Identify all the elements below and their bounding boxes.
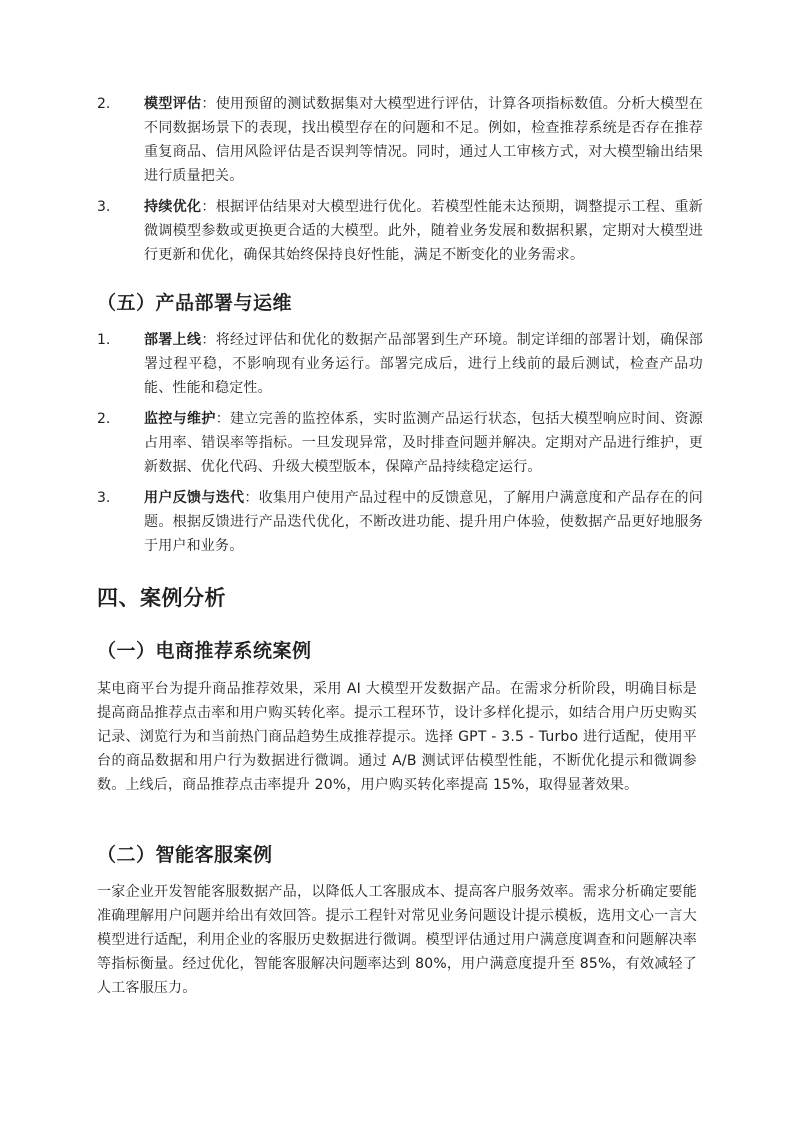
list-item-body: 建立完善的监控体系，实时监测产品运行状态，包括大模型响应时间、资源占用率、错误率等指标。一旦发现异常，及时排查问题并解决。定期对产品进行维护，更新数据、优化代码、升级大模型版本，保障产品持续稳定运行。: [144, 411, 703, 475]
list-item-number: 1.: [97, 332, 111, 348]
list-item: [97, 407, 703, 479]
list-item-body: 根据评估结果对大模型进行优化。若模型性能未达预期，调整提示工程、重新微调模型参数或更换更合适的大模型。此外，随着业务发展和数据积累，定期对大模型进行更新和优化，确保其始终保持良好性能，满足不断变化的业务需求。: [144, 199, 703, 263]
deploy-list: [97, 328, 703, 558]
list-item-colon: ：: [201, 96, 216, 112]
section-heading-deploy: （五）产品部署与运维: [97, 292, 293, 314]
list-item-number: 3.: [97, 490, 111, 506]
section-heading-cases: 四、案例分析: [97, 586, 226, 610]
list-item-colon: ：: [201, 199, 216, 215]
list-item-text: [144, 407, 703, 479]
list-item-colon: ：: [201, 332, 216, 348]
list-item: [97, 486, 703, 558]
list-item-title: 模型评估: [144, 96, 202, 112]
list-item-body: 将经过评估和优化的数据产品部署到生产环境。制定详细的部署计划，确保部署过程平稳，不影响现有业务运行。部署完成后，进行上线前的最后测试，检查产品功能、性能和稳定性。: [144, 332, 703, 396]
list-item: [97, 195, 703, 267]
list-item-body: 收集用户使用产品过程中的反馈意见，了解用户满意度和产品存在的问题。根据反馈进行产品迭代优化，不断改进功能、提升用户体验，使数据产品更好地服务于用户和业务。: [144, 490, 703, 554]
list-item-title: 持续优化: [144, 199, 202, 215]
list-item-body: 使用预留的测试数据集对大模型进行评估，计算各项指标数值。分析大模型在不同数据场景下的表现，找出模型存在的问题和不足。例如，检查推荐系统是否存在推荐重复商品、信用风险评估是否误判等情况。同时，通过人工审核方式，对大模型输出结果进行质量把关。: [144, 96, 703, 184]
list-item-title: 用户反馈与迭代: [144, 490, 245, 506]
list-item-title: 部署上线: [144, 332, 202, 348]
case-heading-customer-service: （二）智能客服案例: [97, 844, 273, 866]
case-heading-ecommerce: （一）电商推荐系统案例: [97, 640, 312, 662]
list-item-text: [144, 92, 703, 188]
list-item-text: [144, 328, 703, 400]
list-item-number: 3.: [97, 199, 111, 215]
list-item-number: 2.: [97, 96, 111, 112]
list-item-colon: ：: [215, 411, 231, 427]
list-item-title: 监控与维护: [144, 411, 216, 427]
list-item-text: [144, 195, 703, 267]
evaluation-list: [97, 92, 703, 267]
case-body-customer-service: 一家企业开发智能客服数据产品，以降低人工客服成本、提高客户服务效率。需求分析确定要能准确理解用户问题并给出有效回答。提示工程针对常见业务问题设计提示模板，选用文心一言大模型进行适配，利用企业的客服历史数据进行微调。模型评估通过用户满意度调查和问题解决率等指标衡量。经过优化，智能客服解决问题率达到 80%，用户满意度提升至 85%，有效减轻了人工客服压力。: [97, 884, 697, 996]
list-item-colon: ：: [244, 490, 259, 506]
case-body-ecommerce: 某电商平台为提升商品推荐效果，采用 AI 大模型开发数据产品。在需求分析阶段，明确目标是提高商品推荐点击率和用户购买转化率。提示工程环节，设计多样化提示，如结合用户历史购买记录、浏览行为和当前热门商品趋势生成推荐提示。选择 GPT - 3.5 - Turbo 进行适配，使用平台的商品数据和用户行为数据进行微调。通过 A/B 测试评估模型性能，不断优化提示和微调参数。上线后，商品推荐点击率提升 20%，用户购买转化率提高 15%，取得显著效果。: [97, 681, 697, 793]
list-item-number: 2.: [97, 411, 111, 427]
list-item: [97, 328, 703, 400]
list-item: [97, 92, 703, 188]
list-item-text: [144, 486, 703, 558]
